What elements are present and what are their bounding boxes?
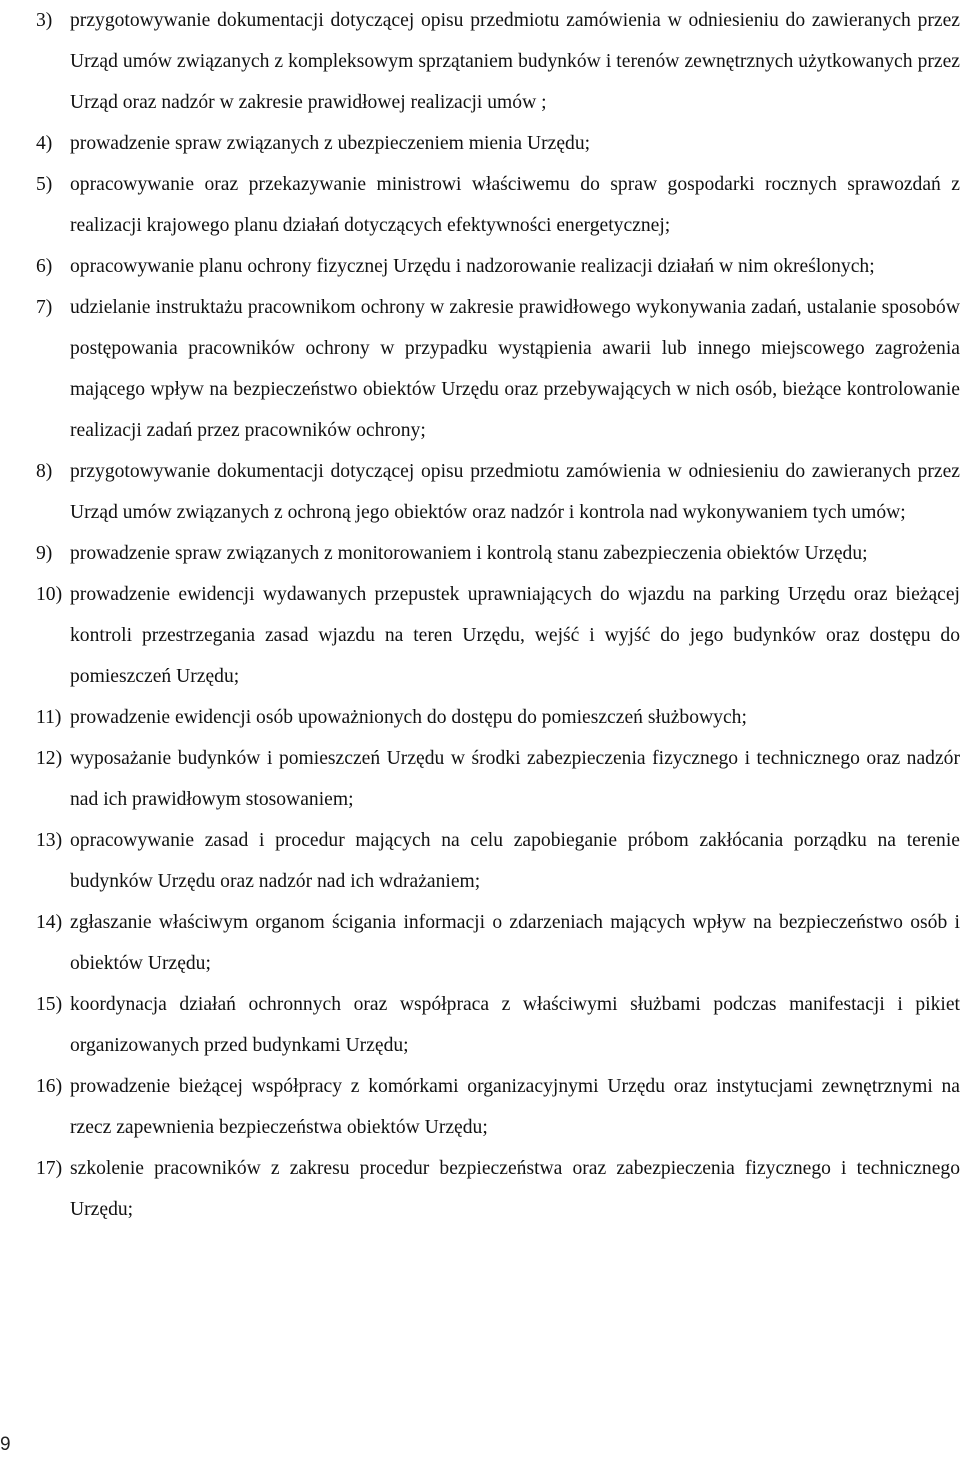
list-item bbox=[36, 533, 960, 574]
item-text: szkolenie pracowników z zakresu procedur bezpieczeństwa oraz zabezpieczenia fizycznego i technicznego Urzędu; bbox=[70, 1158, 960, 1220]
item-text: prowadzenie spraw związanych z monitorowaniem i kontrolą stanu zabezpieczenia obiektów Urzędu; bbox=[70, 543, 868, 564]
list-item bbox=[36, 820, 960, 902]
item-text: udzielanie instruktażu pracownikom ochrony w zakresie prawidłowego wykonywania zadań, ustalanie sposobów postępowania pracowników ochrony w przypadku wystąpienia awarii lub innego miejscowego zagrożenia mającego wpływ na bezpieczeństwo obiektów Urzędu oraz przebywających w nich osób, bieżące kontrolowanie realizacji zadań przez pracowników ochrony; bbox=[70, 297, 960, 441]
duties-list bbox=[36, 0, 960, 1230]
list-item bbox=[36, 0, 960, 123]
item-number: 9) bbox=[36, 543, 53, 564]
list-item bbox=[36, 697, 960, 738]
item-number: 6) bbox=[36, 256, 53, 277]
list-item bbox=[36, 1066, 960, 1148]
item-number: 5) bbox=[36, 174, 53, 195]
item-text: przygotowywanie dokumentacji dotyczącej opisu przedmiotu zamówienia w odniesieniu do zawieranych przez Urząd umów związanych z kompleksowym sprzątaniem budynków i terenów zewnętrznych użytkowanych przez Urząd oraz nadzór w zakresie prawidłowej realizacji umów ; bbox=[70, 10, 960, 113]
list-item bbox=[36, 1148, 960, 1230]
item-text: wyposażanie budynków i pomieszczeń Urzędu w środki zabezpieczenia fizycznego i technicznego oraz nadzór nad ich prawidłowym stosowaniem; bbox=[70, 748, 960, 810]
list-item bbox=[36, 246, 960, 287]
list-item bbox=[36, 738, 960, 820]
item-number: 11) bbox=[36, 707, 62, 728]
item-number: 14) bbox=[36, 912, 63, 933]
list-item bbox=[36, 123, 960, 164]
item-text: opracowywanie zasad i procedur mających na celu zapobieganie próbom zakłócania porządku na terenie budynków Urzędu oraz nadzór nad ich wdrażaniem; bbox=[70, 830, 960, 892]
item-text: opracowywanie planu ochrony fizycznej Urzędu i nadzorowanie realizacji działań w nim określonych; bbox=[70, 256, 875, 277]
item-text: prowadzenie ewidencji wydawanych przepustek uprawniających do wjazdu na parking Urzędu oraz bieżącej kontroli przestrzegania zasad wjazdu na teren Urzędu, wejść i wyjść do jego budynków oraz dostępu do pomieszczeń Urzędu; bbox=[70, 584, 960, 687]
item-text: zgłaszanie właściwym organom ścigania informacji o zdarzeniach mających wpływ na bezpieczeństwo osób i obiektów Urzędu; bbox=[70, 912, 960, 974]
item-number: 8) bbox=[36, 461, 53, 482]
item-text: prowadzenie spraw związanych z ubezpieczeniem mienia Urzędu; bbox=[70, 133, 591, 154]
page-number: 9 bbox=[0, 1434, 11, 1455]
item-text: przygotowywanie dokumentacji dotyczącej opisu przedmiotu zamówienia w odniesieniu do zawieranych przez Urząd umów związanych z ochroną jego obiektów oraz nadzór i kontrola nad wykonywaniem tych umów; bbox=[70, 461, 960, 523]
item-number: 10) bbox=[36, 584, 63, 605]
item-number: 7) bbox=[36, 297, 53, 318]
item-text: koordynacja działań ochronnych oraz współpraca z właściwymi służbami podczas manifestacji i pikiet organizowanych przed budynkami Urzędu; bbox=[70, 994, 960, 1056]
item-number: 12) bbox=[36, 748, 63, 769]
list-item bbox=[36, 164, 960, 246]
item-text: prowadzenie bieżącej współpracy z komórkami organizacyjnymi Urzędu oraz instytucjami zewnętrznymi na rzecz zapewnienia bezpieczeństwa obiektów Urzędu; bbox=[70, 1076, 960, 1138]
item-number: 3) bbox=[36, 10, 53, 31]
item-text: prowadzenie ewidencji osób upoważnionych do dostępu do pomieszczeń służbowych; bbox=[70, 707, 747, 728]
list-item bbox=[36, 984, 960, 1066]
item-number: 17) bbox=[36, 1158, 63, 1179]
list-item bbox=[36, 574, 960, 697]
item-number: 15) bbox=[36, 994, 63, 1015]
item-text: opracowywanie oraz przekazywanie ministrowi właściwemu do spraw gospodarki rocznych sprawozdań z realizacji krajowego planu działań dotyczących efektywności energetycznej; bbox=[70, 174, 960, 236]
item-number: 16) bbox=[36, 1076, 63, 1097]
item-number: 4) bbox=[36, 133, 53, 154]
item-number: 13) bbox=[36, 830, 63, 851]
list-item bbox=[36, 451, 960, 533]
list-item bbox=[36, 287, 960, 451]
list-item bbox=[36, 902, 960, 984]
